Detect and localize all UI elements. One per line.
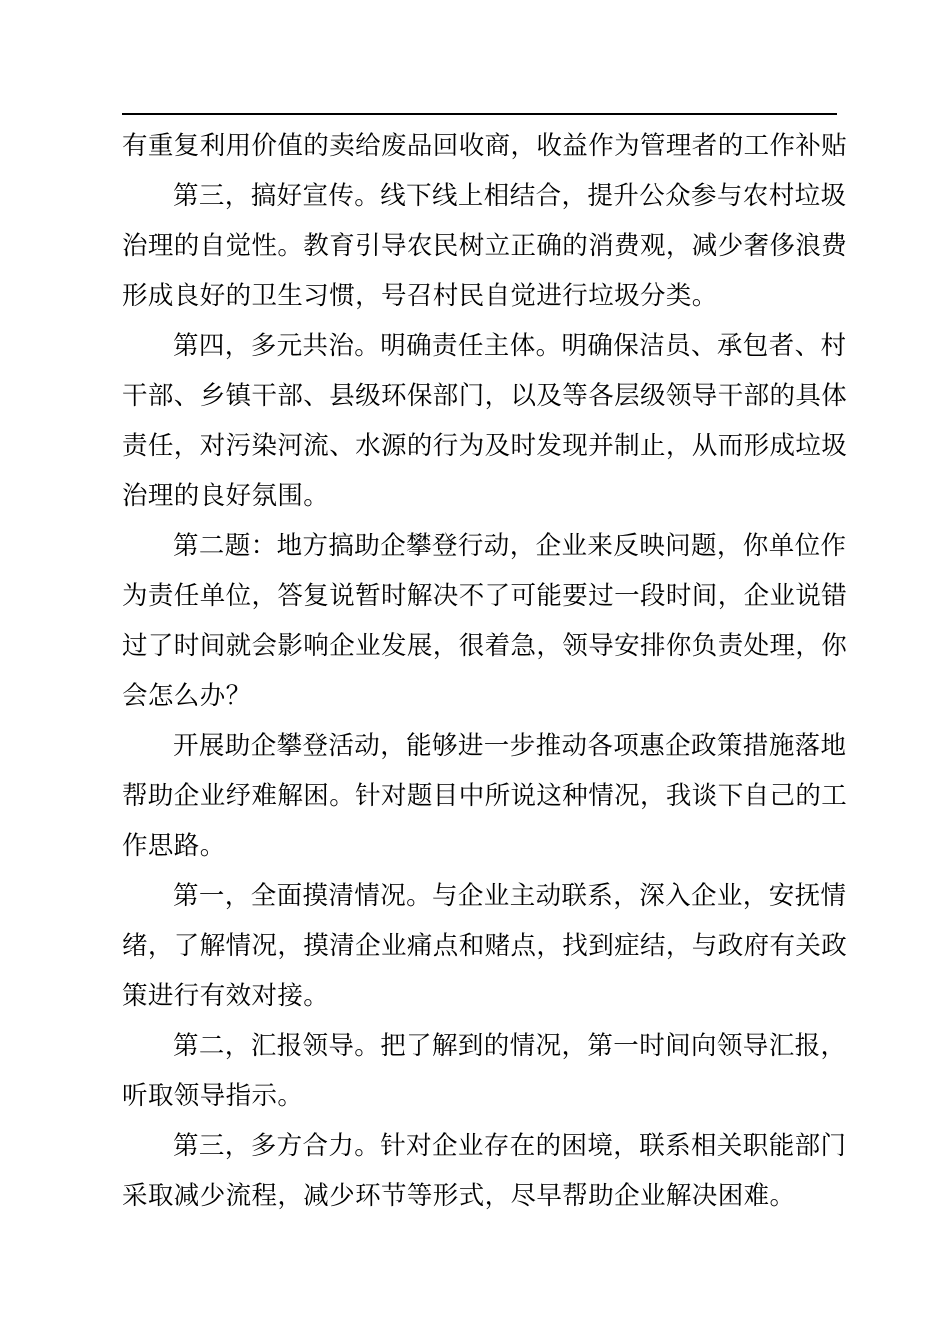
- text-line: 有重复利用价值的卖给废品回收商，收益作为管理者的工作补贴: [122, 131, 848, 161]
- text-line: 第二，汇报领导。把了解到的情况，第一时间向领导汇报，: [173, 1031, 847, 1061]
- text-line: 第一，全面摸清情况。与企业主动联系，深入企业，安抚情: [173, 881, 847, 911]
- text-line: 为责任单位，答复说暂时解决不了可能要过一段时间，企业说错: [122, 581, 848, 611]
- text-line: 策进行有效对接。: [122, 981, 330, 1011]
- text-line: 绪，了解情况，摸清企业痛点和赌点，找到症结，与政府有关政: [122, 931, 848, 961]
- body-text: [122, 121, 848, 1221]
- text-line: 会怎么办？: [122, 681, 252, 711]
- text-line: 治理的自觉性。教育引导农民树立正确的消费观，减少奢侈浪费: [122, 231, 848, 261]
- text-line: 第三，搞好宣传。线下线上相结合，提升公众参与农村垃圾: [173, 181, 847, 211]
- text-line: 帮助企业纾难解困。针对题目中所说这种情况，我谈下自己的工: [122, 781, 848, 811]
- text-line: 第二题：地方搞助企攀登行动，企业来反映问题，你单位作: [173, 531, 847, 561]
- text-line: 治理的良好氛围。: [122, 481, 330, 511]
- text-line: 形成良好的卫生习惯，号召村民自觉进行垃圾分类。: [122, 281, 718, 311]
- text-line: 过了时间就会影响企业发展，很着急，领导安排你负责处理，你: [122, 631, 848, 661]
- text-line: 第三，多方合力。针对企业存在的困境，联系相关职能部门: [173, 1131, 847, 1161]
- text-line: 开展助企攀登活动，能够进一步推动各项惠企政策措施落地: [173, 731, 847, 761]
- text-line: 干部、乡镇干部、县级环保部门，以及等各层级领导干部的具体: [122, 381, 848, 411]
- text-line: 第四，多元共治。明确责任主体。明确保洁员、承包者、村: [173, 331, 847, 361]
- text-line: 听取领导指示。: [122, 1081, 304, 1111]
- text-line: 作思路。: [122, 831, 226, 861]
- header-rule: [122, 113, 837, 115]
- text-line: 责任，对污染河流、水源的行为及时发现并制止，从而形成垃圾: [122, 431, 848, 461]
- text-line: 采取减少流程，减少环节等形式，尽早帮助企业解决困难。: [122, 1181, 796, 1211]
